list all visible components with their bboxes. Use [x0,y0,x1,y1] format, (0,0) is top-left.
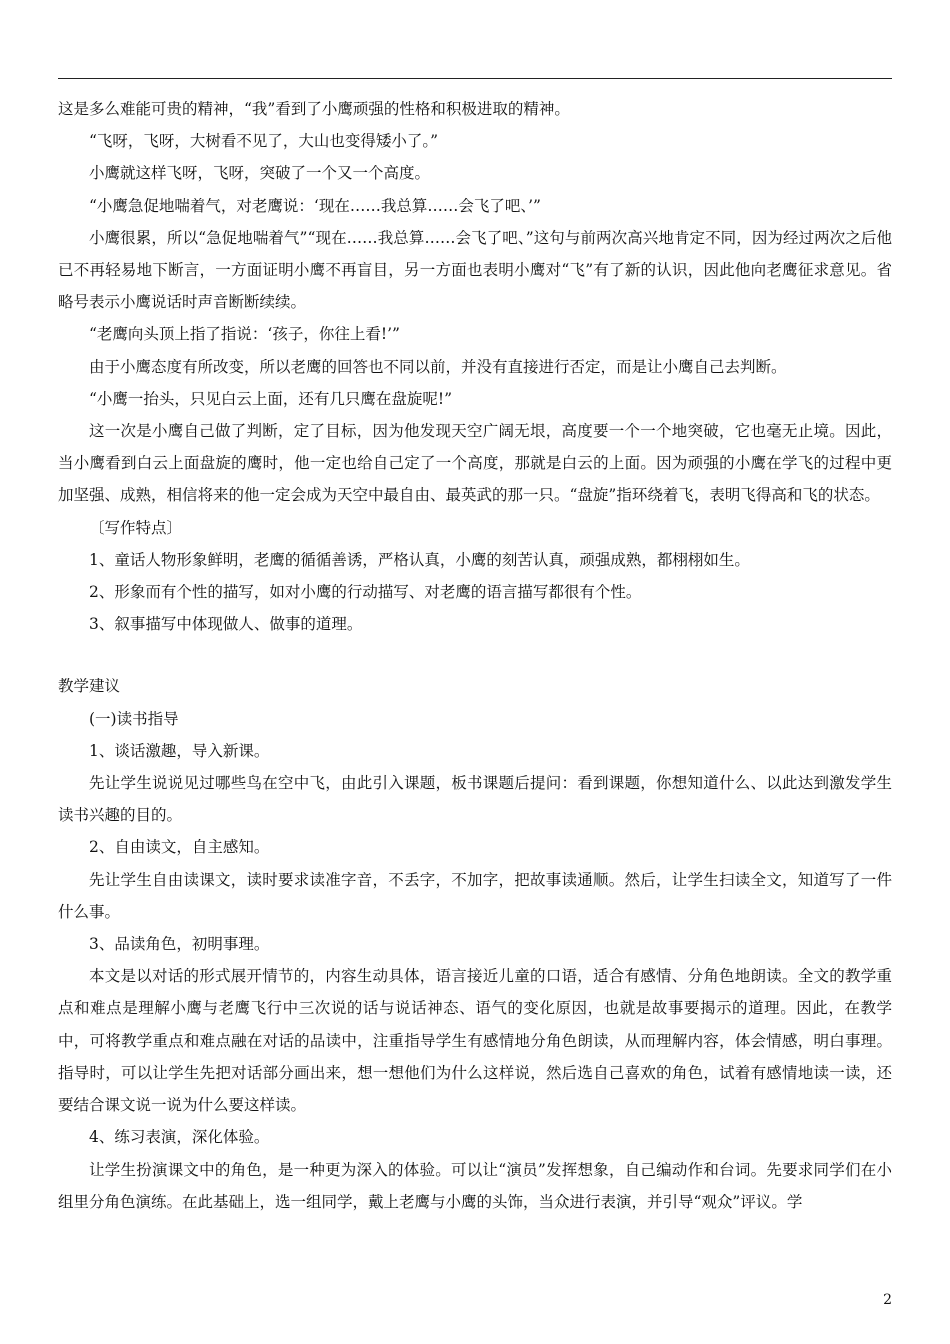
paragraph: 2、自由读文，自主感知。 [89,838,270,857]
paragraph: 由于小鹰态度有所改变，所以老鹰的回答也不同以前，并没有直接进行否定，而是让小鹰自己去判断。 [89,357,787,376]
paragraph: 3、叙事描写中体现做人、做事的道理。 [89,615,363,634]
paragraph: “小鹰急促地喘着气，对老鹰说：‘现在……我总算……会飞了吧、’” [89,196,541,215]
paragraph: 1、童话人物形象鲜明，老鹰的循循善诱，严格认真，小鹰的刻苦认真，顽强成熟，都栩栩如生。 [89,550,750,569]
paragraph: 让学生扮演课文中的角色，是一种更为深入的体验。可以让“演员”发挥想象，自己编动作和台词。先要求同学们在小组里分角色演练。在此基础上，选一组同学，戴上老鹰与小鹰的头饰，当众进行表演，并引导“观众”评议。学 [58,1160,892,1211]
paragraph: 2、形象而有个性的描写，如对小鹰的行动描写、对老鹰的语言描写都很有个性。 [89,583,642,602]
paragraph: 3、品读角色，初明事理。 [89,935,270,954]
paragraph: (一)读书指导 [89,709,179,728]
paragraph: 本文是以对话的形式展开情节的，内容生动具体，语言接近儿童的口语，适合有感情、分角色地朗读。全文的教学重点和难点是理解小鹰与老鹰飞行中三次说的话与说话神态、语气的变化原因，也就是故事要揭示的道理。因此，在教学中，可将教学重点和难点融在对话的品读中，注重指导学生有感情地分角色朗读，从而理解内容，体会情感，明白事理。指导时，可以让学生先把对话部分画出来，想一想他们为什么这样说，然后选自己喜欢的角色，试着有感情地读一读，还要结合课文说一说为什么要这样读。 [58,967,892,1115]
paragraph: 先让学生自由读课文，读时要求读准字音，不丢字，不加字，把故事读通顺。然后，让学生扫读全文，知道写了一件什么事。 [58,870,892,921]
header-rule [58,78,892,79]
paragraph: 这是多么难能可贵的精神，“我”看到了小鹰顽强的性格和积极进取的精神。 [58,100,570,118]
paragraph: 〔写作特点〕 [89,518,183,537]
paragraph: 先让学生说说见过哪些鸟在空中飞，由此引入课题，板书课题后提问：看到课题，你想知道什么、以此达到激发学生读书兴趣的目的。 [58,774,892,825]
paragraph: 这一次是小鹰自己做了判断，定了目标，因为他发现天空广阔无垠，高度要一个一个地突破，它也毫无止境。因此，当小鹰看到白云上面盘旋的鹰时，他一定也给自己定了一个高度，那就是白云的上面。因为顽强的小鹰在学飞的过程中更加坚强、成熟，相信将来的他一定会成为天空中最自由、最英武的那一只。“盘旋”指环绕着飞，表明飞得高和飞的状态。 [58,422,892,505]
page-number: 2 [883,1292,892,1308]
paragraph: “飞呀，飞呀，大树看不见了，大山也变得矮小了。” [89,132,439,151]
paragraph: 1、谈话激趣，导入新课。 [89,741,270,760]
paragraph: “小鹰一抬头，只见白云上面，还有几只鹰在盘旋呢!” [89,389,453,408]
paragraph: 小鹰很累，所以“急促地喘着气”“现在……我总算……会飞了吧、”这句与前两次高兴地肯定不同，因为经过两次之后他已不再轻易地下断言，一方面证明小鹰不再盲目，另一方面也表明小鹰对“飞”有了新的认识，因此他向老鹰征求意见。省略号表示小鹰说话时声音断断续续。 [58,228,892,312]
paragraph: 小鹰就这样飞呀，飞呀，突破了一个又一个高度。 [89,164,431,183]
paragraph: “老鹰向头顶上指了指说：‘孩子，你往上看!’” [89,325,400,344]
document-body [58,93,892,1218]
paragraph: 教学建议 [58,677,121,696]
paragraph: 4、练习表演，深化体验。 [89,1128,270,1147]
